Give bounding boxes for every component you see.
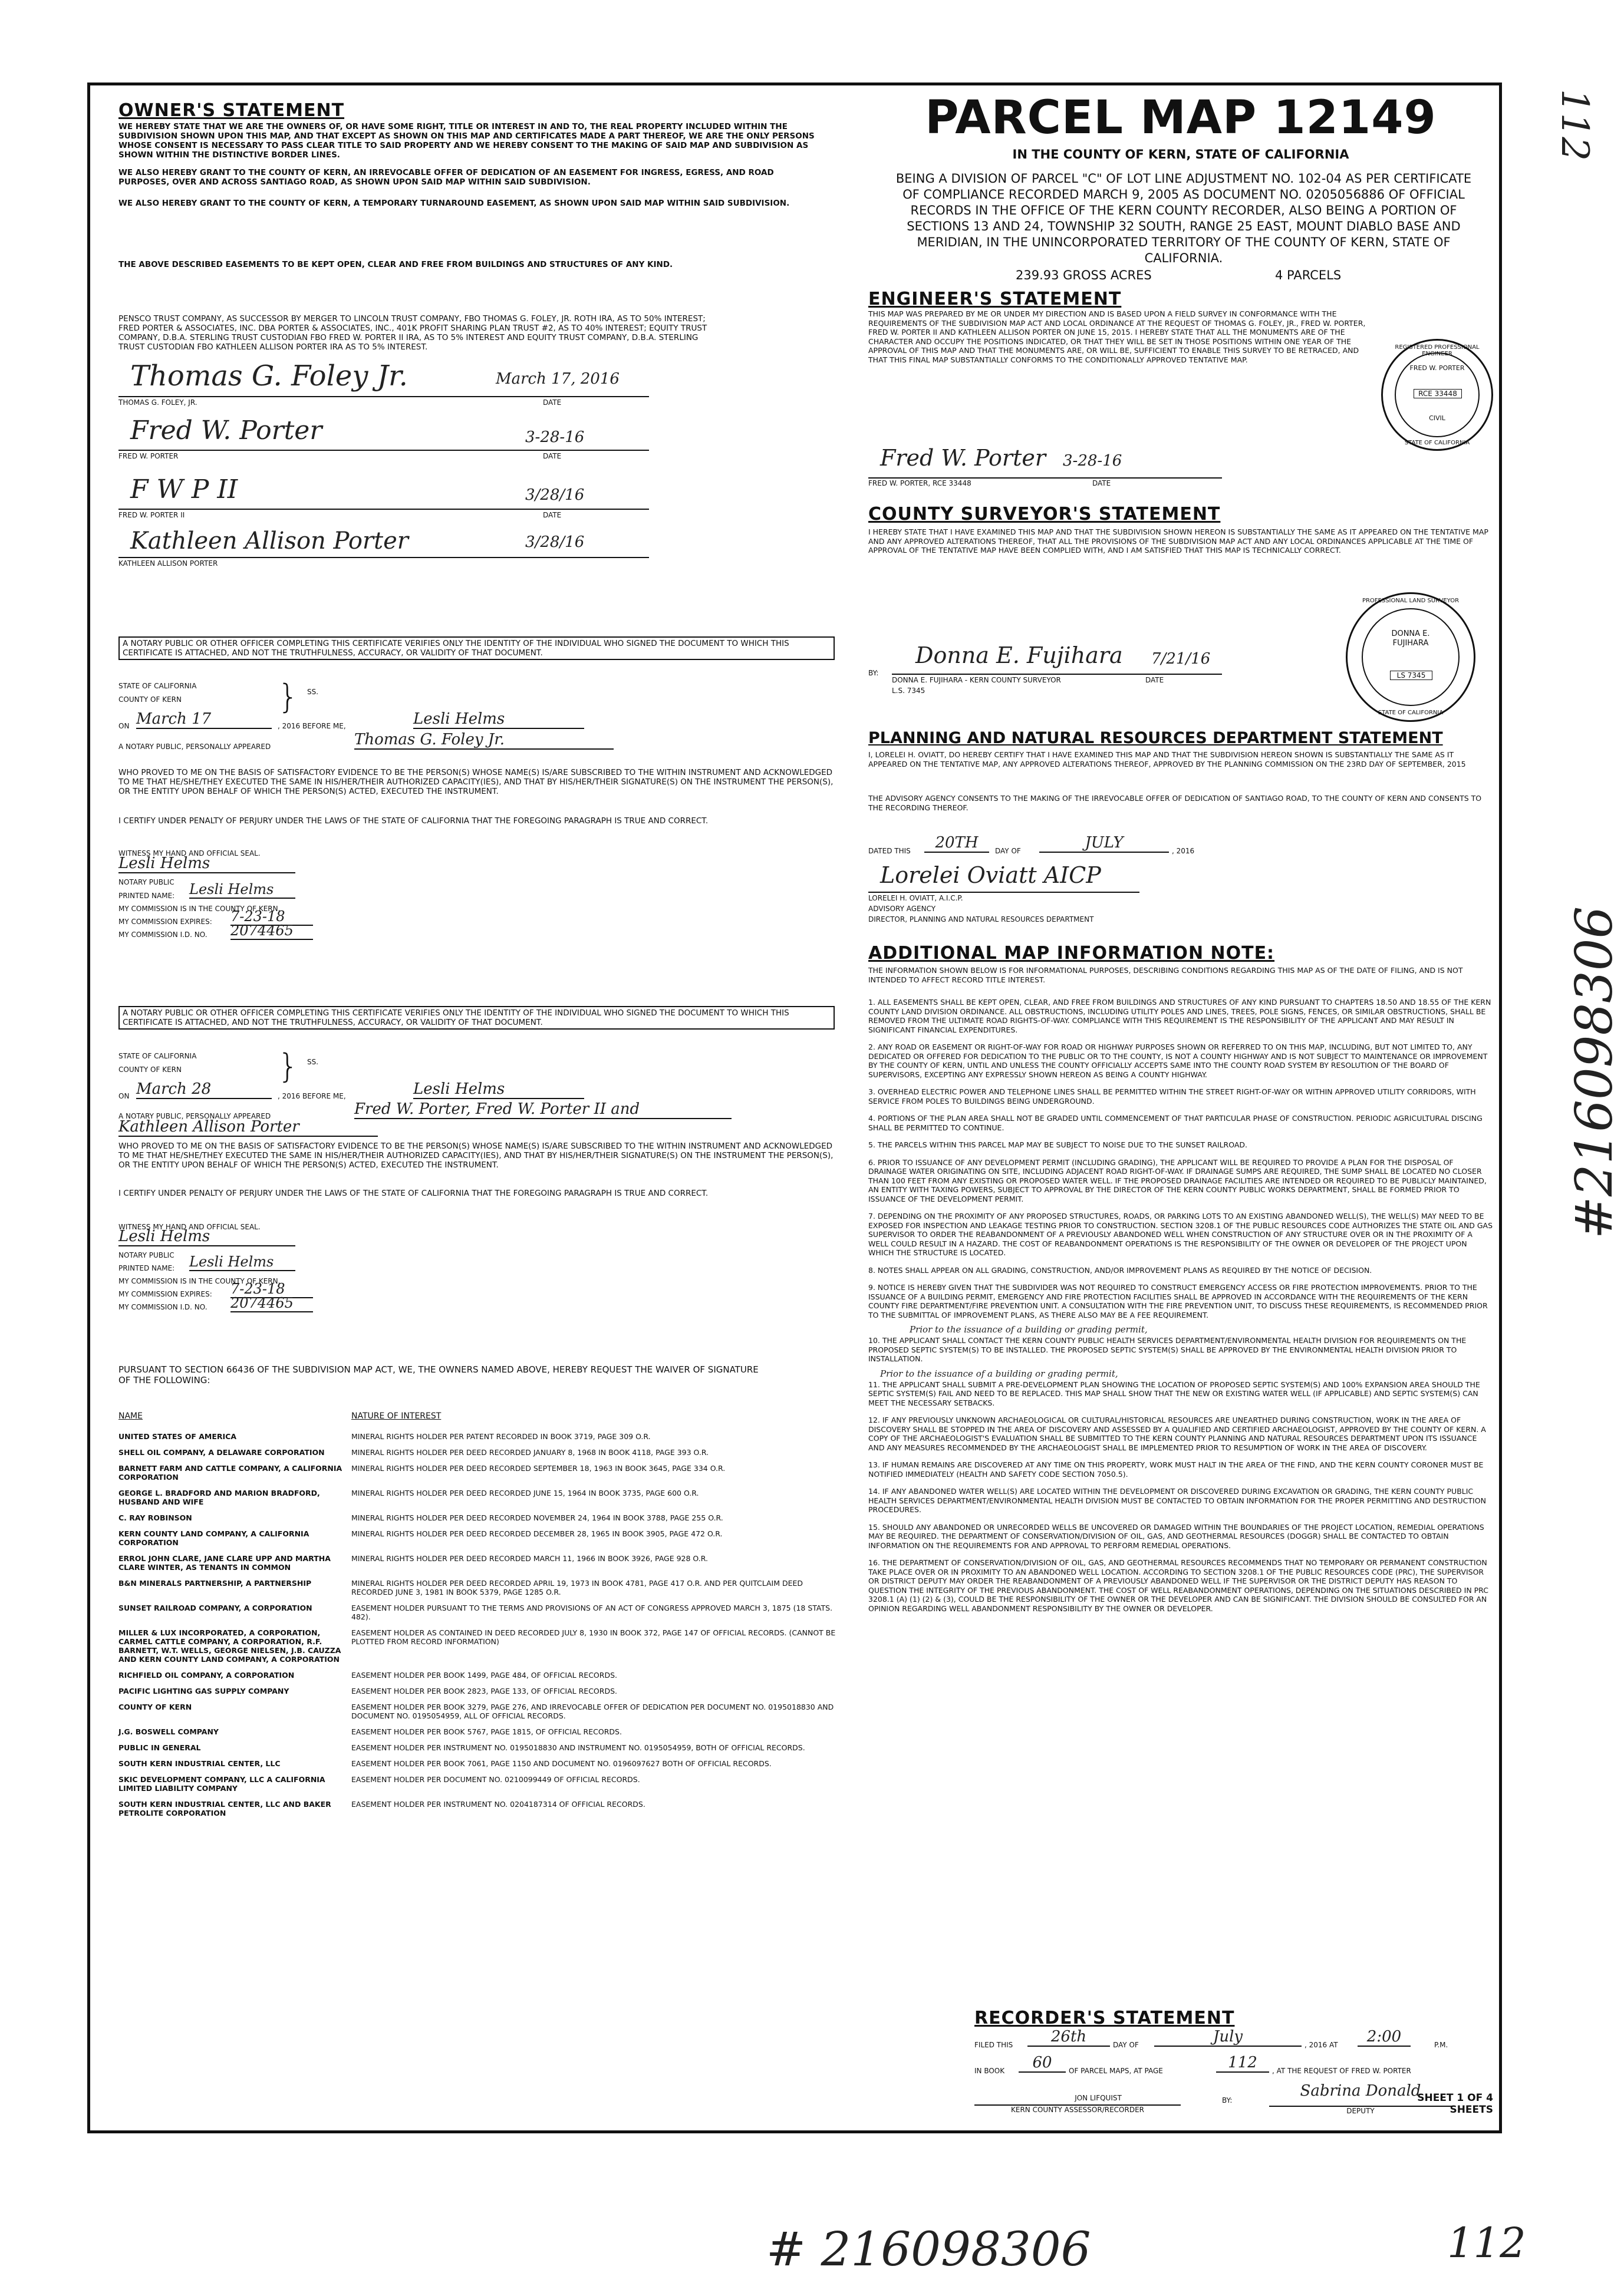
waiver-interest: MINERAL RIGHTS HOLDER PER DEED RECORDED APRIL 19, 1973 IN BOOK 4781, PAGE 417 O.R. AND PER QUITCLAIM DEED RECORDED JUNE 3, 1981 IN BOOK 5379, PAGE 1285 O.R. xyxy=(351,1579,803,1596)
seal-civil: CIVIL xyxy=(1429,414,1445,422)
waiver-interest: EASEMENT HOLDER AS CONTAINED IN DEED RECORDED JULY 8, 1930 IN BOOK 372, PAGE 147 OF OFFICIAL RECORDS. (CANNOT BE PLOTTED FROM RECORD INFORMATION) xyxy=(351,1628,836,1646)
waiver-name: SOUTH KERN INDUSTRIAL CENTER, LLC AND BAKER PETROLITE CORPORATION xyxy=(118,1800,331,1817)
signer-name: THOMAS G. FOLEY, JR. xyxy=(118,398,197,407)
notary-signature: Lesli Helms xyxy=(118,1228,295,1246)
appeared-persons: Thomas G. Foley Jr. xyxy=(354,731,614,750)
filed-label: FILED THIS xyxy=(974,2041,1013,2049)
brace: } xyxy=(278,1047,299,1086)
gross-acres: 239.93 GROSS ACRES xyxy=(1016,268,1152,282)
commission-exp: 7-23-18 xyxy=(230,908,313,926)
notary-year: , 2016 BEFORE ME, xyxy=(278,722,346,730)
request-label: , AT THE REQUEST OF FRED W. PORTER xyxy=(1272,2067,1411,2075)
additional-info-title: ADDITIONAL MAP INFORMATION NOTE: xyxy=(868,943,1275,964)
waiver-name: B&N MINERALS PARTNERSHIP, A PARTNERSHIP xyxy=(118,1579,312,1588)
table-row xyxy=(118,1628,838,1671)
recorder-pm: P.M. xyxy=(1434,2041,1448,2049)
date-label: DATE xyxy=(543,511,562,519)
parcel-maps-label: OF PARCEL MAPS, AT PAGE xyxy=(1069,2067,1163,2075)
surveyor-seal xyxy=(1346,592,1475,722)
notary-date: March 17 xyxy=(136,710,272,729)
commission-id: 2074465 xyxy=(230,1295,313,1312)
waiver-interest: MINERAL RIGHTS HOLDER PER DEED RECORDED JUNE 15, 1964 IN BOOK 3735, PAGE 600 O.R. xyxy=(351,1489,699,1497)
deputy-label: DEPUTY xyxy=(1269,2106,1452,2115)
surveyor-body: I HEREBY STATE THAT I HAVE EXAMINED THIS MAP AND THAT THE SUBDIVISION SHOWN HEREON IS SUBSTANTIALLY THE SAME AS IT APPEARED ON THE TENTATIVE MAP AND ANY APPROVED ALTERATIONS THEREOF, THAT ALL THE PROVISIONS OF THE SUBDIVISION MAP ACT AND ANY LOCAL ORDINANCES APPLICABLE AT THE TIME OF APPROVAL OF THE TENTATIVE MAP HAVE BEEN COMPLIED WITH, AND I AM SATISFIED THAT THIS MAP IS TECHNICALLY CORRECT. xyxy=(868,527,1488,555)
commission-exp-label: MY COMMISSION EXPIRES: xyxy=(118,1290,212,1298)
waiver-name: PUBLIC IN GENERAL xyxy=(118,1743,201,1752)
commission-id-label: MY COMMISSION I.D. NO. xyxy=(118,931,207,939)
table-row xyxy=(118,1800,838,1825)
surveyor-ls: L.S. 7345 xyxy=(892,687,925,695)
planning-month: JULY xyxy=(1039,834,1169,853)
appeared-persons: Fred W. Porter, Fred W. Porter II and xyxy=(354,1100,732,1119)
owners-p1: WE HEREBY STATE THAT WE ARE THE OWNERS OF, OR HAVE SOME RIGHT, TITLE OR INTEREST IN AND TO, THE REAL PROPERTY INCLUDED WITHIN THE SUBDIVISION SHOWN UPON THIS MAP, AND THAT EXCEPT AS SHOWN ON THIS MAP AND CERTIFICATES MADE A PART THEREOF, WE ARE THE ONLY PERSONS WHOSE CONSENT IS NECESSARY TO PASS CLEAR TITLE TO SAID PROPERTY AND WE HEREBY CONSENT TO THE MAKING OF SAID MAP AND SUBDIVISION AS SHOWN WITHIN THE DISTINCTIVE BORDER LINES. xyxy=(118,122,815,160)
waiver-name: GEORGE L. BRADFORD AND MARION BRADFORD, HUSBAND AND WIFE xyxy=(118,1489,320,1506)
parcel-count: 4 PARCELS xyxy=(1275,268,1342,282)
notary-on-label: ON xyxy=(118,1092,130,1100)
waiver-interest: MINERAL RIGHTS HOLDER PER DEED RECORDED JANUARY 8, 1968 IN BOOK 4118, PAGE 393 O.R. xyxy=(351,1448,709,1457)
waiver-name: BARNETT FARM AND CATTLE COMPANY, A CALIFORNIA CORPORATION xyxy=(118,1464,342,1482)
recorder-book: 60 xyxy=(1019,2054,1066,2073)
appeared-label: A NOTARY PUBLIC, PERSONALLY APPEARED xyxy=(118,743,271,751)
table-row xyxy=(118,1513,838,1529)
side-instrument-number: #216098306 xyxy=(1565,906,1624,1239)
notary-disclaimer-box: A NOTARY PUBLIC OR OTHER OFFICER COMPLETING THIS CERTIFICATE VERIFIES ONLY THE IDENTITY OF THE INDIVIDUAL WHO SIGNED THE DOCUMENT TO WHICH THIS CERTIFICATE IS ATTACHED, AND NOT THE TRUTHFULNESS, ACCURACY, OR VALIDITY OF THAT DOCUMENT. xyxy=(118,1006,835,1030)
planning-director: DIRECTOR, PLANNING AND NATURAL RESOURCES DEPARTMENT xyxy=(868,915,1094,923)
date-label: DATE xyxy=(543,398,562,407)
notary-signature: Lesli Helms xyxy=(118,855,295,873)
planning-title: PLANNING AND NATURAL RESOURCES DEPARTMENT STATEMENT xyxy=(868,729,1443,747)
notary-disclaimer-box: A NOTARY PUBLIC OR OTHER OFFICER COMPLETING THIS CERTIFICATE VERIFIES ONLY THE IDENTITY OF THE INDIVIDUAL WHO SIGNED THE DOCUMENT TO WHICH THIS CERTIFICATE IS ATTACHED, AND NOT THE TRUTHFULNESS, ACCURACY, OR VALIDITY OF THAT DOCUMENT. xyxy=(118,636,835,660)
signature-date: 3/28/16 xyxy=(525,486,585,504)
waiver-interest: MINERAL RIGHTS HOLDER PER DEED RECORDED MARCH 11, 1966 IN BOOK 3926, PAGE 928 O.R. xyxy=(351,1554,708,1563)
additional-intro: THE INFORMATION SHOWN BELOW IS FOR INFORMATIONAL PURPOSES, DESCRIBING CONDITIONS REGARDING THIS MAP AS OF THE DATE OF FILING, AND IS NOT INTENDED TO AFFECT RECORD TITLE INTEREST. xyxy=(868,966,1463,984)
list-item: 10. THE APPLICANT SHALL CONTACT THE KERN COUNTY PUBLIC HEALTH SERVICES DEPARTMENT/ENVIRONMENTAL HEALTH DIVISION FOR REQUIREMENTS ON THE PROPOSED SEPTIC SYSTEM(S) TO BE INSTALLED. THE PROPOSED SEPTIC SYSTEM(S) SHALL BE APPROVED BY THE ENVIRONMENTAL HEALTH DIVISION PRIOR TO INSTALLATION. xyxy=(868,1336,1467,1363)
notary-ss: SS. xyxy=(307,1058,319,1066)
printed-label: PRINTED NAME: xyxy=(118,892,175,900)
handwritten-note-insert: Prior to the issuance of a building or grading permit, xyxy=(910,1324,1148,1335)
corner-page-number: 112 xyxy=(1553,88,1597,161)
recorder-month: July xyxy=(1154,2028,1302,2047)
waiver-name: MILLER & LUX INCORPORATED, A CORPORATION, CARMEL CATTLE COMPANY, A CORPORATION, R.F. BARNETT, W.T. WELLS, GEORGE NIELSEN, J.B. CAUZZA AND KERN COUNTY LAND COMPANY, A CORPORATION xyxy=(118,1628,341,1664)
waiver-name: SKIC DEVELOPMENT COMPANY, LLC A CALIFORNIA LIMITED LIABILITY COMPANY xyxy=(118,1775,325,1793)
by-label: BY: xyxy=(868,669,879,677)
planning-signature: Lorelei Oviatt AICP xyxy=(880,862,1101,888)
dated-label: DATED THIS xyxy=(868,847,911,855)
table-row xyxy=(118,1671,838,1687)
notary-on-label: ON xyxy=(118,722,130,730)
day-of-label: DAY OF xyxy=(1113,2041,1139,2049)
waiver-intro: PURSUANT TO SECTION 66436 OF THE SUBDIVISION MAP ACT, WE, THE OWNERS NAMED ABOVE, HEREBY REQUEST THE WAIVER OF SIGNATURE OF THE FOLLOWING: xyxy=(118,1364,759,1385)
engineer-body: THIS MAP WAS PREPARED BY ME OR UNDER MY DIRECTION AND IS BASED UPON A FIELD SURVEY IN CONFORMANCE WITH THE REQUIREMENTS OF THE SUBDIVISION MAP ACT AND LOCAL ORDINANCE AT THE REQUEST OF THOMAS G. FOLEY, JR., FRED W. PORTER, FRED W. PORTER II AND KATHLEEN ALLISON PORTER ON JUNE 15, 2015. I HEREBY STATE THAT ALL THE MONUMENTS ARE OF THE CHARACTER AND OCCUPY THE POSITIONS INDICATED, OR THAT THEY WILL BE SET IN THOSE POSITIONS WITHIN ONE YEAR OF THE APPROVAL OF THIS MAP AND THAT THE MONUMENTS ARE, OR WILL BE, SUFFICIENT TO ENABLE THIS SURVEY TO BE RETRACED, AND THAT THIS FINAL MAP SUBSTANTIALLY CONFORMS TO THE CONDITIONALLY APPROVED TENTATIVE MAP. xyxy=(868,309,1366,364)
notary-state: STATE OF CALIFORNIA xyxy=(118,1052,197,1060)
notary-county: COUNTY OF KERN xyxy=(118,1065,182,1074)
table-row xyxy=(118,1775,838,1800)
list-item: 9. NOTICE IS HEREBY GIVEN THAT THE SUBDIVIDER WAS NOT REQUIRED TO CONSTRUCT EMERGENCY ACCESS OR FIRE PROTECTION IMPROVEMENTS. PRIOR TO THE ISSUANCE OF A BUILDING PERMIT, EMERGENCY AND FIRE PROTECTION FACILITIES SHALL BE APPROVED IN ACCORDANCE WITH THE REQUIREMENTS OF THE KERN COUNTY FIRE DEPARTMENT/FIRE PREVENTION UNIT. A CONSULTATION WITH THE FIRE PREVENTION UNIT, TO DISCUSS THESE REQUIREMENTS, IS RECOMMENDED PRIOR TO THE SUBMITTAL OF IMPROVEMENT PLANS, AS THERE ALSO MAY BE A FEE REQUIREMENT. xyxy=(868,1283,1488,1319)
recorder-year: , 2016 AT xyxy=(1305,2041,1338,2049)
waiver-name: SHELL OIL COMPANY, A DELAWARE CORPORATION xyxy=(118,1448,325,1457)
table-row xyxy=(118,1703,838,1727)
commission-exp-label: MY COMMISSION EXPIRES: xyxy=(118,918,212,926)
date-label: DATE xyxy=(1145,676,1164,684)
signer-name: FRED W. PORTER II xyxy=(118,511,185,519)
seal-name: FRED W. PORTER xyxy=(1409,364,1465,372)
table-row xyxy=(118,1432,838,1448)
appeared-persons-2: Kathleen Allison Porter xyxy=(118,1118,378,1137)
surveyor-title: COUNTY SURVEYOR'S STATEMENT xyxy=(868,504,1221,524)
signer-name: FRED W. PORTER xyxy=(118,452,179,460)
notary-officer: Lesli Helms xyxy=(413,710,584,729)
date-label: DATE xyxy=(543,452,562,460)
list-item: 2. ANY ROAD OR EASEMENT OR RIGHT-OF-WAY FOR ROAD OR HIGHWAY PURPOSES SHOWN OR REFERRED TO ON THIS MAP, INCLUDING, BUT NOT LIMITED TO, ANY DEDICATED OR OFFERED FOR DEDICATION TO THE PUBLIC OR TO THE COUNTY, IS NOT A COUNTY HIGHWAY AND IS NOT SUBJECT TO MAINTENANCE OR IMPROVEMENT BY THE COUNTY OF KERN, UNTIL AND UNLESS THE COUNTY OFFICIALLY ACCEPTS SAME INTO THE COUNTY ROAD SYSTEM BY RESOLUTION OF THE BOARD OF SUPERVISORS, EXCEPTING ANY EXPRESSLY SHOWN HEREON AS BEING A COUNTY HIGHWAY. xyxy=(868,1043,1488,1079)
printed-name: Lesli Helms xyxy=(189,881,295,899)
commission-id: 2074465 xyxy=(230,922,313,940)
planning-agency: ADVISORY AGENCY xyxy=(868,905,936,913)
surveyor-signature: Donna E. Fujihara xyxy=(915,642,1123,668)
notary-year: , 2016 BEFORE ME, xyxy=(278,1092,346,1100)
notary-ss: SS. xyxy=(307,688,319,696)
waiver-name: ERROL JOHN CLARE, JANE CLARE UPP AND MARTHA CLARE WINTER, AS TENANTS IN COMMON xyxy=(118,1554,331,1572)
waiver-interest: EASEMENT HOLDER PER BOOK 7061, PAGE 1150 AND DOCUMENT NO. 0196097627 BOTH OF OFFICIAL RECORDS. xyxy=(351,1759,772,1768)
surveyor-sign-date: 7/21/16 xyxy=(1151,650,1211,668)
signature: Kathleen Allison Porter xyxy=(130,527,409,555)
notary-officer: Lesli Helms xyxy=(413,1080,584,1099)
notary-date: March 28 xyxy=(136,1080,272,1099)
list-item: 3. OVERHEAD ELECTRIC POWER AND TELEPHONE LINES SHALL BE PERMITTED WITHIN THE STREET RIGHT-OF-WAY OR WITHIN APPROVED UTILITY CORRIDORS, WITH SERVICE FROM POLES TO BUILDINGS BEING UNDERGROUND. xyxy=(868,1087,1476,1106)
list-item: 15. SHOULD ANY ABANDONED OR UNRECORDED WELLS BE UNCOVERED OR DAMAGED WITHIN THE BOUNDARIES OF THE PROJECT LOCATION, REMEDIAL OPERATIONS MAY BE REQUIRED. THE DEPARTMENT OF CONSERVATION/DIVISION OF OIL, GAS, AND GEOTHERMAL RESOURCES (DOGGR) SHALL BE CONTACTED TO OBTAIN INFORMATION ON THE REQUIREMENTS FOR AND APPROVAL TO PERFORM REMEDIAL OPERATIONS. xyxy=(868,1522,1484,1550)
table-row xyxy=(118,1448,838,1464)
commission-county: MY COMMISSION IS IN THE COUNTY OF KERN. xyxy=(118,905,281,913)
waiver-col-interest: NATURE OF INTEREST xyxy=(351,1411,442,1421)
waiver-interest: EASEMENT HOLDER PER INSTRUMENT NO. 0195018830 AND INSTRUMENT NO. 0195054959, BOTH OF OFFICIAL RECORDS. xyxy=(351,1743,805,1752)
list-item: 8. NOTES SHALL APPEAR ON ALL GRADING, CONSTRUCTION, AND/OR IMPROVEMENT PLANS AS REQUIRED BY THE NOTICE OF DECISION. xyxy=(868,1265,1372,1275)
owners-p2: WE ALSO HEREBY GRANT TO THE COUNTY OF KERN, AN IRREVOCABLE OFFER OF DEDICATION OF AN EASEMENT FOR INGRESS, EGRESS, AND ROAD PURPOSES, OVER AND ACROSS SANTIAGO ROAD, AS SHOWN UPON SAID MAP WITHIN SAID SUBDIVISION. xyxy=(118,168,774,187)
list-item: 4. PORTIONS OF THE PLAN AREA SHALL NOT BE GRADED UNTIL COMMENCEMENT OF THAT PARTICULAR PHASE OF CONSTRUCTION. PERIODIC AGRICULTURAL DISCING SHALL BE PERMITTED TO CONTINUE. xyxy=(868,1114,1483,1132)
planning-day: 20TH xyxy=(924,834,989,853)
map-description: BEING A DIVISION OF PARCEL "C" OF LOT LINE ADJUSTMENT NO. 102-04 AS PER CERTIFICATE OF COMPLIANCE RECORDED MARCH 9, 2005 AS DOCUMENT NO. 0205056886 OF OFFICIAL RECORDS IN THE OFFICE OF THE KERN COUNTY RECORDER, ALSO BEING A PORTION OF SECTIONS 13 AND 24, TOWNSHIP 32 SOUTH, RANGE 25 EAST, MOUNT DIABLO BASE AND MERIDIAN, IN THE UNINCORPORATED TERRITORY OF THE COUNTY OF KERN, STATE OF CALIFORNIA. xyxy=(895,171,1472,265)
list-item: 7. DEPENDING ON THE PROXIMITY OF ANY PROPOSED STRUCTURES, ROADS, OR PARKING LOTS TO AN EXISTING ABANDONED WELL(S), THE WELL(S) MAY NEED TO BE EXPOSED FOR INSPECTION AND LEAKAGE TESTING PRIOR TO CONSTRUCTION. SECTION 3208.1 OF THE PUBLIC RESOURCES CODE AUTHORIZES THE STATE OIL AND GAS SUPERVISOR TO ORDER THE REABANDONMENT OF A PREVIOUSLY ABANDONED WELL WHEN CONSTRUCTION OF ANY STRUCTURE OVER OR IN THE PROXIMITY OF A WELL COULD RESULT IN A HAZARD. THE COST OF REABANDONMENT OPERATIONS IS THE RESPONSIBILITY OF THE OWNER OR DEVELOPER OF THE PROJECT UPON WHICH THE STRUCTURE IS LOCATED. xyxy=(868,1212,1493,1257)
recorder-time: 2:00 xyxy=(1358,2028,1411,2047)
seal-top-text: REGISTERED PROFESSIONAL ENGINEER xyxy=(1395,344,1480,357)
table-row xyxy=(118,1579,838,1604)
recorder-day: 26th xyxy=(1027,2028,1110,2047)
signature-date: 3-28-16 xyxy=(525,428,585,446)
waiver-name: SOUTH KERN INDUSTRIAL CENTER, LLC xyxy=(118,1759,281,1768)
signer-name: KATHLEEN ALLISON PORTER xyxy=(118,559,218,568)
additional-notes-list xyxy=(868,998,1493,1621)
witness-label: WITNESS MY HAND AND OFFICIAL SEAL. xyxy=(118,849,261,857)
waiver-name: C. RAY ROBINSON xyxy=(118,1513,192,1522)
engineer-seal xyxy=(1381,339,1493,451)
table-row xyxy=(118,1727,838,1743)
seal-number: LS 7345 xyxy=(1390,671,1432,680)
list-item: 11. THE APPLICANT SHALL SUBMIT A PRE-DEVELOPMENT PLAN SHOWING THE LOCATION OF PROPOSED SEPTIC SYSTEM(S) AND 100% EXPANSION AREA SHOULD THE SEPTIC SYSTEM(S) FAIL AND NEED TO BE REPLACED. THIS MAP SHALL SHOW THAT THE NEW OR EXISTING WATER WELL (IF APPLICABLE) AND SEPTIC SYSTEM(S) CAN MEET THE NECESSARY SETBACKS. xyxy=(868,1380,1480,1407)
by-label: BY: xyxy=(1222,2096,1233,2104)
seal-bottom-text: STATE OF CALIFORNIA xyxy=(1404,440,1470,446)
printed-label: PRINTED NAME: xyxy=(118,1264,175,1272)
engineer-name: FRED W. PORTER, RCE 33448 xyxy=(868,479,971,487)
table-row xyxy=(118,1743,838,1759)
waiver-name: KERN COUNTY LAND COMPANY, A CALIFORNIA CORPORATION xyxy=(118,1529,309,1547)
table-row xyxy=(118,1489,838,1513)
notary-body: WHO PROVED TO ME ON THE BASIS OF SATISFACTORY EVIDENCE TO BE THE PERSON(S) WHOSE NAME(S) IS/ARE SUBSCRIBED TO THE WITHIN INSTRUMENT AND ACKNOWLEDGED TO ME THAT HE/SHE/THEY EXECUTED THE SAME IN HIS/HER/THEIR AUTHORIZED CAPACITY(IES), AND THAT BY HIS/HER/THEIR SIGNATURE(S) ON THE INSTRUMENT THE PERSON(S), OR THE ENTITY UPON BEHALF OF WHICH THE PERSON(S) ACTED, EXECUTED THE INSTRUMENT. xyxy=(118,768,834,796)
list-item: 6. PRIOR TO ISSUANCE OF ANY DEVELOPMENT PERMIT (INCLUDING GRADING), THE APPLICANT WILL BE REQUIRED TO PROVIDE A PLAN FOR THE DISPOSAL OF DRAINAGE WATER ORIGINATING ON SITE, INCLUDING ADJACENT ROAD RIGHT-OF-WAY. IF DRAINAGE SUMPS ARE REQUIRED, THE SUMP SHALL BE LOCATED NO CLOSER THAN 100 FEET FROM ANY EXISTING OR PROPOSED WATER WELL. IF THE PROPOSED DRAINAGE FACILITIES ARE INTENDED OR REQUIRED TO BE PUBLICLY MAINTAINED, AN ENTITY WITH TAXING POWERS, SUBJECT TO APPROVAL BY THE DIRECTOR OF THE KERN COUNTY PUBLIC WORKS DEPARTMENT, SHALL BE FORMED PRIOR TO ISSUANCE OF THE DEVELOPMENT PERMIT. xyxy=(868,1157,1487,1203)
waiver-interest: MINERAL RIGHTS HOLDER PER DEED RECORDED DECEMBER 28, 1965 IN BOOK 3905, PAGE 472 O.R. xyxy=(351,1529,723,1538)
waiver-name: UNITED STATES OF AMERICA xyxy=(118,1432,237,1441)
seal-name: DONNA E. FUJIHARA xyxy=(1391,629,1430,648)
waiver-table xyxy=(118,1432,838,1825)
recorder-name: JON LIFQUIST xyxy=(1075,2094,1122,2102)
surveyor-name: DONNA E. FUJIHARA - KERN COUNTY SURVEYOR xyxy=(892,676,1061,684)
list-item: 1. ALL EASEMENTS SHALL BE KEPT OPEN, CLEAR, AND FREE FROM BUILDINGS AND STRUCTURES OF ANY KIND PURSUANT TO CHAPTERS 18.50 AND 18.55 OF THE KERN COUNTY LAND DIVISION ORDINANCE. ALL OBSTRUCTIONS, INCLUDING UTILITY POLES AND LINES, TREES, POLE SIGNS, FENCES, OR SIMILAR OBSTRUCTIONS, SHALL BE REMOVED FROM THE ULTIMATE ROAD RIGHTS-OF-WAY. COMPLIANCE WITH THIS REQUIREMENT IS THE RESPONSIBILITY OF THE APPLICANT AND MAY RESULT IN SIGNIFICANT FINANCIAL EXPENDITURES. xyxy=(868,998,1491,1034)
owners-p3: WE ALSO HEREBY GRANT TO THE COUNTY OF KERN, A TEMPORARY TURNAROUND EASEMENT, AS SHOWN UPON SAID MAP WITHIN SAID SUBDIVISION. xyxy=(118,199,790,208)
recorder-page: 112 xyxy=(1216,2054,1269,2073)
np-label: NOTARY PUBLIC xyxy=(118,1251,174,1259)
sheet-indicator: SHEET 1 OF 4 SHEETS xyxy=(1417,2092,1493,2116)
recorder-title: RECORDER'S STATEMENT xyxy=(974,2008,1235,2028)
signature-date: March 17, 2016 xyxy=(496,370,620,388)
seal-number: RCE 33448 xyxy=(1414,389,1462,398)
signature: F W P II xyxy=(130,474,238,504)
waiver-interest: MINERAL RIGHTS HOLDER PER PATENT RECORDED IN BOOK 3719, PAGE 309 O.R. xyxy=(351,1432,651,1441)
table-row xyxy=(118,1464,838,1489)
owners-p4: THE ABOVE DESCRIBED EASEMENTS TO BE KEPT OPEN, CLEAR AND FREE FROM BUILDINGS AND STRUCTURES OF ANY KIND. xyxy=(118,260,673,269)
commission-exp: 7-23-18 xyxy=(230,1281,313,1298)
waiver-col-name: NAME xyxy=(118,1411,143,1421)
witness-label: WITNESS MY HAND AND OFFICIAL SEAL. xyxy=(118,1223,261,1231)
appeared-label: A NOTARY PUBLIC, PERSONALLY APPEARED xyxy=(118,1112,271,1120)
day-of-label: DAY OF xyxy=(995,847,1021,855)
deputy-signature: Sabrina Donald xyxy=(1300,2082,1421,2100)
owners-statement-title: OWNER'S STATEMENT xyxy=(118,100,345,121)
waiver-interest: EASEMENT HOLDER PER DOCUMENT NO. 0210099449 OF OFFICIAL RECORDS. xyxy=(351,1775,640,1784)
map-subtitle: IN THE COUNTY OF KERN, STATE OF CALIFORNIA xyxy=(1012,147,1349,161)
map-sheet-border xyxy=(87,83,1502,2133)
np-label: NOTARY PUBLIC xyxy=(118,878,174,886)
commission-id-label: MY COMMISSION I.D. NO. xyxy=(118,1303,207,1311)
planning-body-2: THE ADVISORY AGENCY CONSENTS TO THE MAKING OF THE IRREVOCABLE OFFER OF DEDICATION OF SANTIAGO ROAD, TO THE COUNTY OF KERN AND CONSENTS TO THE RECORDING THEREOF. xyxy=(868,794,1482,812)
table-row xyxy=(118,1759,838,1775)
table-row xyxy=(118,1604,838,1628)
waiver-interest: EASEMENT HOLDER PER BOOK 1499, PAGE 484, OF OFFICIAL RECORDS. xyxy=(351,1671,617,1680)
engineer-signature: Fred W. Porter xyxy=(880,445,1046,471)
waiver-interest: EASEMENT HOLDER PER BOOK 3279, PAGE 276, AND IRREVOCABLE OFFER OF DEDICATION PER DOCUMENT NO. 0195018830 AND DOCUMENT NO. 0195054959, ALL OF OFFICIAL RECORDS. xyxy=(351,1703,834,1720)
bottom-instrument-number: # 216098306 xyxy=(766,2222,1091,2277)
notary-state: STATE OF CALIFORNIA xyxy=(118,682,197,690)
waiver-interest: EASEMENT HOLDER PER BOOK 2823, PAGE 133, OF OFFICIAL RECORDS. xyxy=(351,1687,617,1695)
engineer-title: ENGINEER'S STATEMENT xyxy=(868,289,1122,309)
signature: Thomas G. Foley Jr. xyxy=(130,359,408,392)
printed-name: Lesli Helms xyxy=(189,1253,295,1271)
list-item: 14. IF ANY ABANDONED WATER WELL(S) ARE LOCATED WITHIN THE DEVELOPMENT OR DISCOVERED DURING EXCAVATION OR GRADING, THE KERN COUNTY PUBLIC HEALTH SERVICES DEPARTMENT/ENVIRONMENTAL HEALTH DIVISION MUST BE CONTACTED TO OBTAIN INFORMATION FOR THE PROPER PERMITTING AND DESTRUCTION PROCEDURES. xyxy=(868,1487,1486,1514)
waiver-interest: EASEMENT HOLDER PER BOOK 5767, PAGE 1815, OF OFFICIAL RECORDS. xyxy=(351,1727,622,1736)
recorder-office: KERN COUNTY ASSESSOR/RECORDER xyxy=(974,2104,1181,2114)
commission-county: MY COMMISSION IS IN THE COUNTY OF KERN. xyxy=(118,1277,281,1285)
planning-name: LORELEI H. OVIATT, A.I.C.P. xyxy=(868,894,963,902)
planning-year: , 2016 xyxy=(1172,847,1195,855)
planning-body: I, LORELEI H. OVIATT, DO HEREBY CERTIFY THAT I HAVE EXAMINED THIS MAP AND THAT THE SUBDIVISION HEREON SHOWN IS SUBSTANTIALLY THE SAME AS IT APPEARED ON THE TENTATIVE MAP, ANY APPROVED ALTERATIONS THEREOF, APPROVED BY THE PLANNING COMMISSION ON THE 23RD DAY OF SEPTEMBER, 2015 xyxy=(868,750,1466,768)
seal-bottom-text: STATE OF CALIFORNIA xyxy=(1378,710,1444,716)
list-item: 13. IF HUMAN REMAINS ARE DISCOVERED AT ANY TIME ON THIS PROPERTY, WORK MUST HALT IN THE AREA OF THE FIND, AND THE KERN COUNTY CORONER MUST BE NOTIFIED IMMEDIATELY (HEALTH AND SAFETY CODE SECTION 7050.5). xyxy=(868,1460,1484,1479)
waiver-name: RICHFIELD OIL COMPANY, A CORPORATION xyxy=(118,1671,295,1680)
engineer-sign-date: 3-28-16 xyxy=(1063,452,1122,470)
waiver-name: PACIFIC LIGHTING GAS SUPPLY COMPANY xyxy=(118,1687,289,1695)
waiver-name: J.G. BOSWELL COMPANY xyxy=(118,1727,219,1736)
handwritten-note-insert: Prior to the issuance of a building or grading permit, xyxy=(880,1368,1118,1379)
date-label: DATE xyxy=(1092,479,1111,487)
waiver-interest: EASEMENT HOLDER PURSUANT TO THE TERMS AND PROVISIONS OF AN ACT OF CONGRESS APPROVED MARCH 3, 1875 (18 STATS. 482). xyxy=(351,1604,833,1621)
notary-body: WHO PROVED TO ME ON THE BASIS OF SATISFACTORY EVIDENCE TO BE THE PERSON(S) WHOSE NAME(S) IS/ARE SUBSCRIBED TO THE WITHIN INSTRUMENT AND ACKNOWLEDGED TO ME THAT HE/SHE/THEY EXECUTED THE SAME IN HIS/HER/THEIR AUTHORIZED CAPACITY(IES), AND THAT BY HIS/HER/THEIR SIGNATURE(S) ON THE INSTRUMENT THE PERSON(S), OR THE ENTITY UPON BEHALF OF WHICH THE PERSON(S) ACTED, EXECUTED THE INSTRUMENT. xyxy=(118,1142,834,1170)
notary-perjury: I CERTIFY UNDER PENALTY OF PERJURY UNDER THE LAWS OF THE STATE OF CALIFORNIA THAT THE FOREGOING PARAGRAPH IS TRUE AND CORRECT. xyxy=(118,816,709,826)
bottom-page-number: 112 xyxy=(1447,2219,1526,2267)
seal-top-text: PROFESSIONAL LAND SURVEYOR xyxy=(1362,598,1460,604)
waiver-name: SUNSET RAILROAD COMPANY, A CORPORATION xyxy=(118,1604,312,1612)
table-row xyxy=(118,1687,838,1703)
signature-date: 3/28/16 xyxy=(525,533,585,551)
notary-county: COUNTY OF KERN xyxy=(118,695,182,704)
table-row xyxy=(118,1554,838,1579)
waiver-interest: MINERAL RIGHTS HOLDER PER DEED RECORDED SEPTEMBER 18, 1963 IN BOOK 3645, PAGE 334 O.R. xyxy=(351,1464,726,1473)
in-book-label: IN BOOK xyxy=(974,2067,1005,2075)
list-item: 16. THE DEPARTMENT OF CONSERVATION/DIVISION OF OIL, GAS, AND GEOTHERMAL RESOURCES RECOMMENDS THAT NO TEMPORARY OR PERMANENT CONSTRUCTION TAKE PLACE OVER OR IN PROXIMITY TO AN ABANDONED WELL LOCATION. ACCORDING TO SECTION 3208.1 OF THE PUBLIC RESOURCES CODE (PRC), THE SUPERVISOR OR DISTRICT DEPUTY MAY ORDER THE REABANDONMENT OF A PREVIOUSLY ABANDONED WELL IF THE SUPERVISOR OR THE DISTRICT DEPUTY HAS REASON TO QUESTION THE INTEGRITY OF THE PREVIOUS ABANDONMENT. THE COST OF WELL REABANDONMENT OPERATIONS, DEPENDING ON THE SITUATIONS DESCRIBED IN PRC 3208.1 (A) (1) (2) & (3), COULD BE THE RESPONSIBILITY OF THE OWNER OR THE DEVELOPER AND CAN BE SIGNIFICANT. THE DIVISION SHOULD BE CONSULTED FOR AN OPINION REGARDING WELL ABANDONMENT RESPONSIBILITY BY THE OWNER OR DEVELOPER. xyxy=(868,1558,1488,1613)
brace: } xyxy=(278,678,299,716)
list-item: 12. IF ANY PREVIOUSLY UNKNOWN ARCHAEOLOGICAL OR CULTURAL/HISTORICAL RESOURCES ARE UNEARTHED DURING CONSTRUCTION, WORK IN THE AREA OF DISCOVERY SHALL BE STOPPED IN THE AREA OF DISCOVERY AND ASSESSED BY A QUALIFIED AND CERTIFIED ARCHAEOLOGIST, APPROVED BY THE COUNTY OF KERN. A COPY OF THE ARCHAEOLOGIST'S EVALUATION SHALL BE SUBMITTED TO THE KERN COUNTY PLANNING AND NATURAL RESOURCES DEPARTMENT UPON ITS ISSUANCE AND ANY MEASURES RECOMMENDED BY THE ARCHAEOLOGIST SHALL BE IMPLEMENTED PRIOR TO RESUMPTION OF WORK IN THE AREA OF DISCOVERY. xyxy=(868,1416,1486,1452)
notary-perjury: I CERTIFY UNDER PENALTY OF PERJURY UNDER THE LAWS OF THE STATE OF CALIFORNIA THAT THE FOREGOING PARAGRAPH IS TRUE AND CORRECT. xyxy=(118,1189,709,1198)
signature: Fred W. Porter xyxy=(130,415,322,446)
waiver-interest: MINERAL RIGHTS HOLDER PER DEED RECORDED NOVEMBER 24, 1964 IN BOOK 3788, PAGE 255 O.R. xyxy=(351,1513,723,1522)
owners-trust-text: PENSCO TRUST COMPANY, AS SUCCESSOR BY MERGER TO LINCOLN TRUST COMPANY, FBO THOMAS G. FOLEY, JR. ROTH IRA, AS TO 50% INTEREST; FRED PORTER & ASSOCIATES, INC. DBA PORTER & ASSOCIATES, INC., 401K PROFIT SHARING PLAN TRUST #2, AS TO 40% INTEREST; EQUITY TRUST COMPANY, D.B.A. STERLING TRUST CUSTODIAN FBO FRED W. PORTER II IRA, AS TO 5% INTEREST AND EQUITY TRUST COMPANY, D.B.A. STERLING TRUST CUSTODIAN FBO KATHLEEN ALLISON PORTER IRA AS TO 5% INTEREST. xyxy=(118,314,707,352)
list-item: 5. THE PARCELS WITHIN THIS PARCEL MAP MAY BE SUBJECT TO NOISE DUE TO THE SUNSET RAILROAD. xyxy=(868,1140,1247,1149)
table-row xyxy=(118,1529,838,1554)
waiver-name: COUNTY OF KERN xyxy=(118,1703,192,1711)
waiver-interest: EASEMENT HOLDER PER INSTRUMENT NO. 0204187314 OF OFFICIAL RECORDS. xyxy=(351,1800,645,1809)
map-title: PARCEL MAP 12149 xyxy=(925,91,1437,144)
